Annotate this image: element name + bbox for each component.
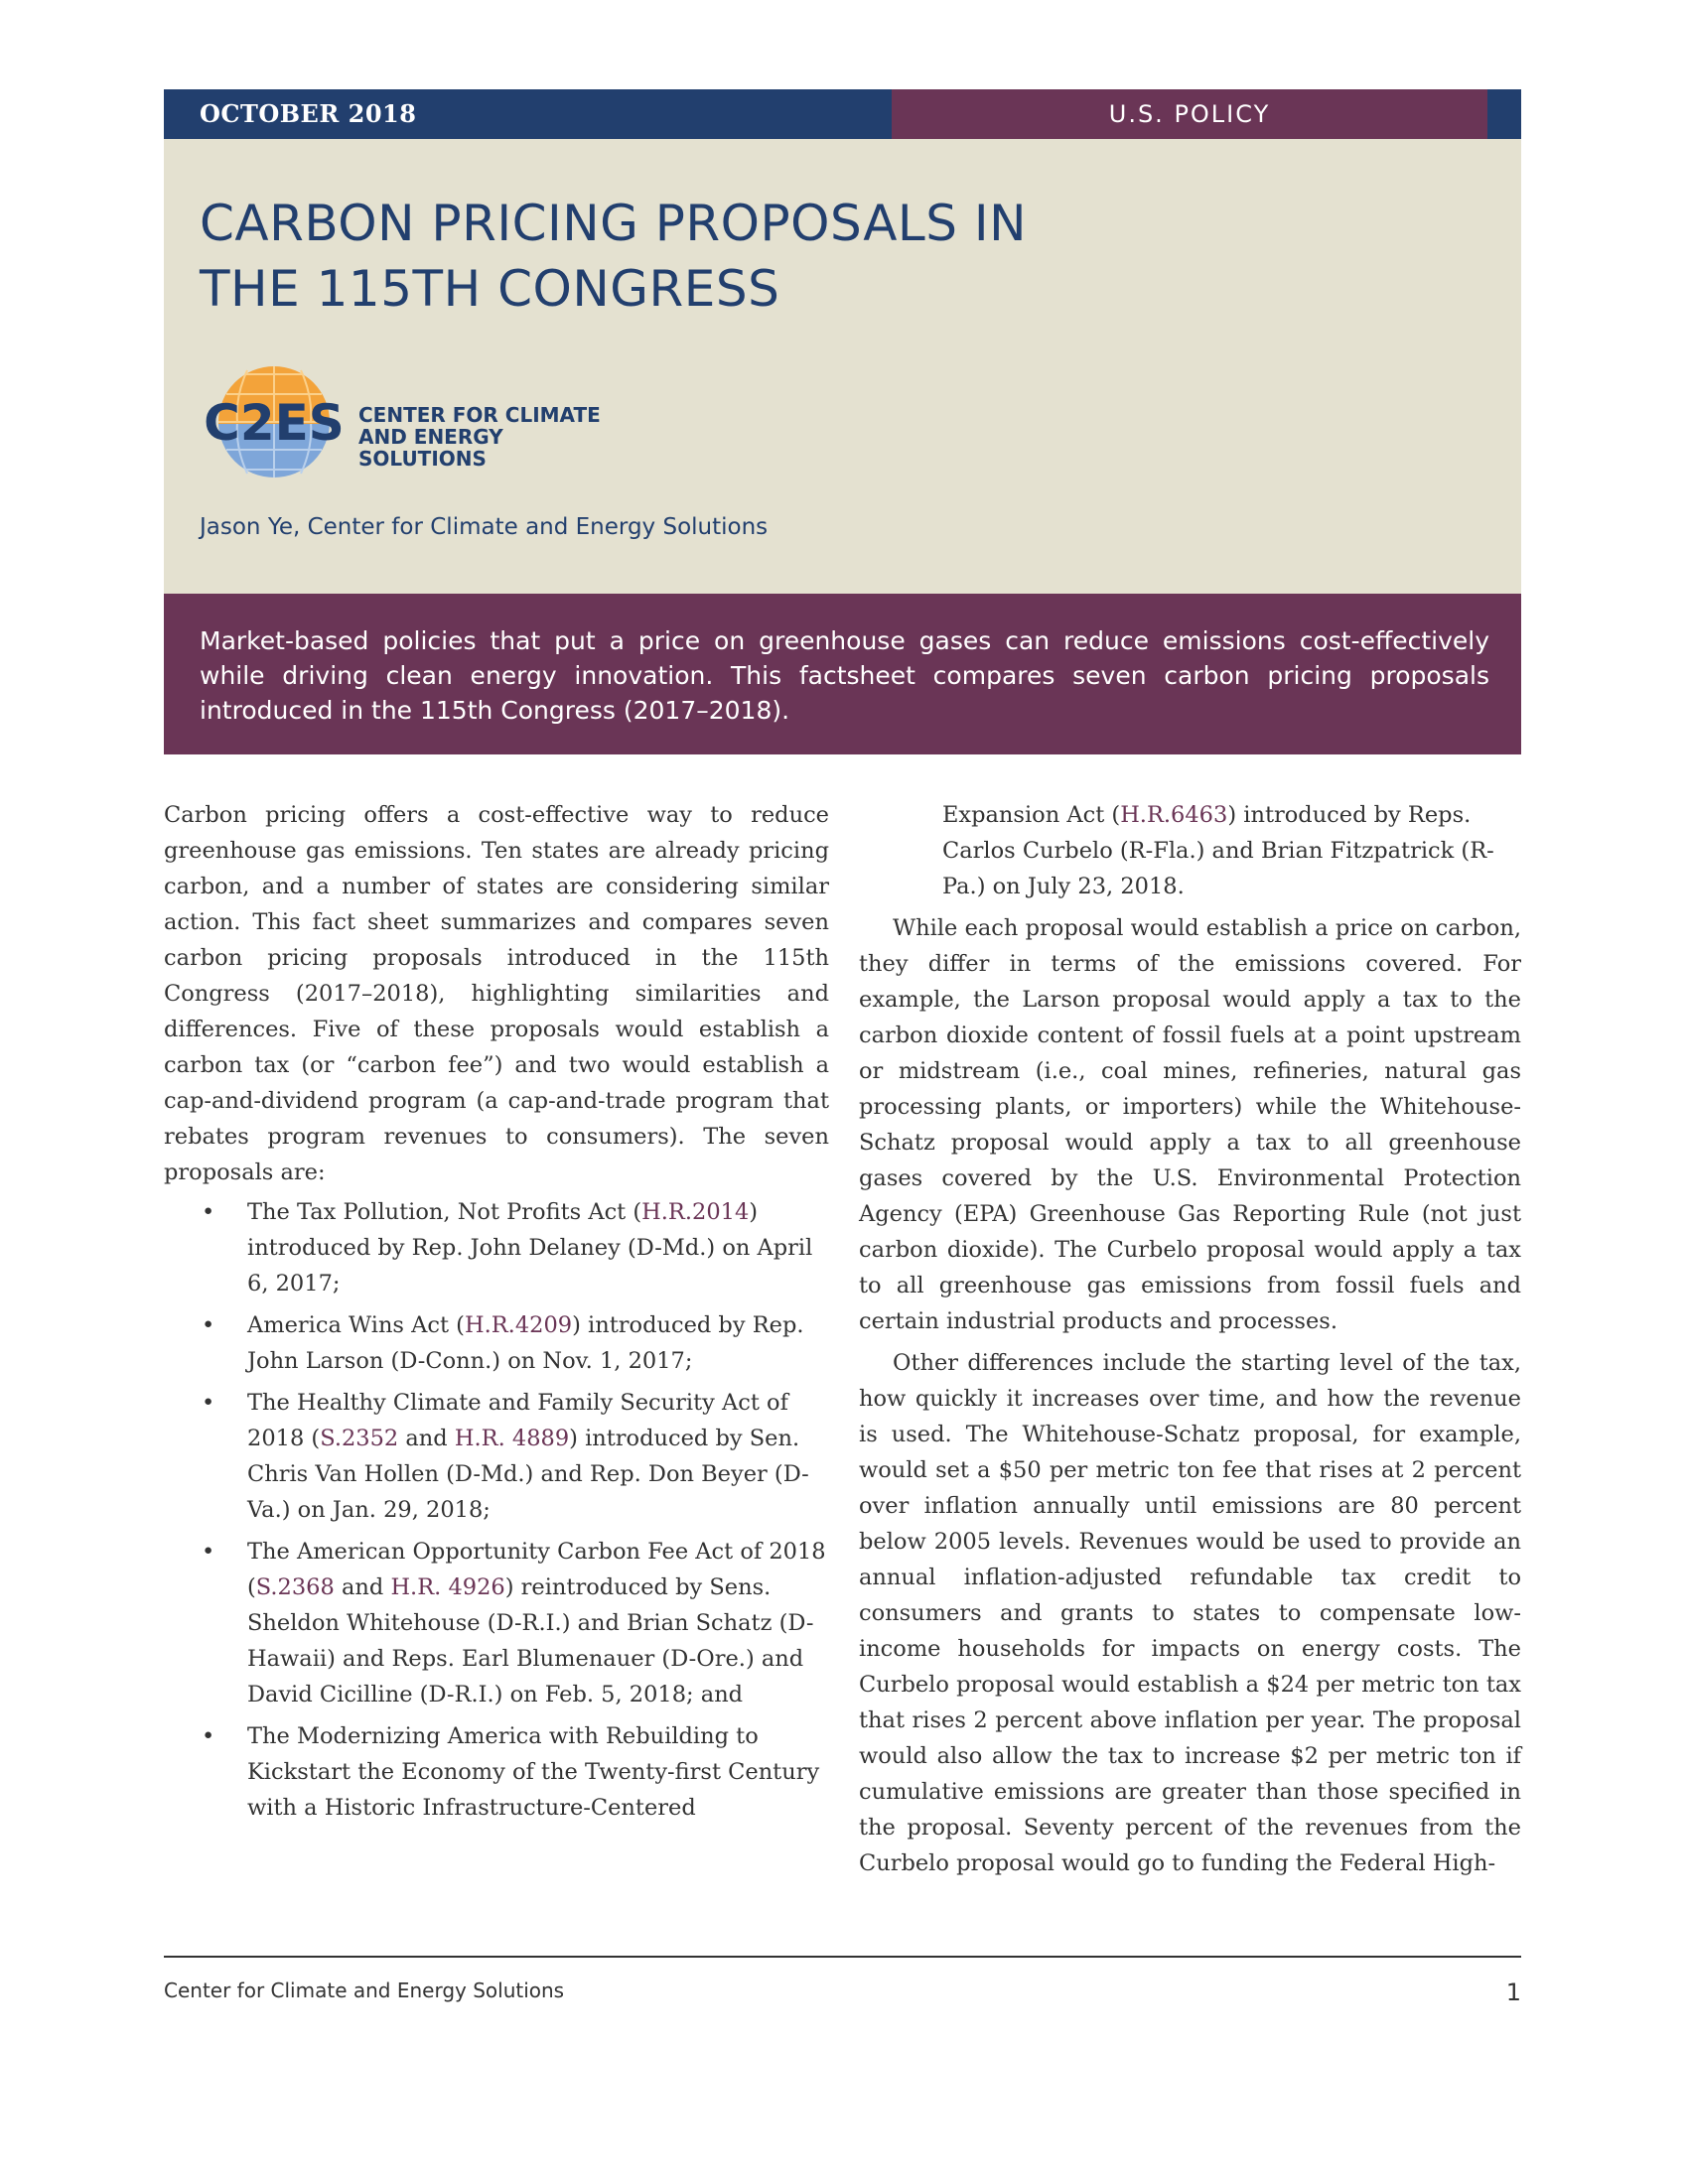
coverage-paragraph: While each proposal would establish a price on carbon, they differ in terms of the emissions covered. For example, the Larson proposal would apply a tax to the carbon dioxide content of fossil fuels at a point upstream or midstream (i.e., coal mines, refineries, natural gas processing plants, or importers) while the Whitehouse-Schatz proposal would apply a tax to all greenhouse gases covered by the U.S. Environmental Protection Agency (EPA) Greenhouse Gas Reporting Rule (not just carbon dioxide). The Curbelo proposal would apply a tax to all greenhouse gas emissions from fossil fuels and certain industrial products and processes. [859,915,1521,1334]
list-item-continued: Expansion Act (H.R.6463) introduced by Reps. Carlos Curbelo (R-Fla.) and Brian Fitzpatrick (R-Pa.) on July 23, 2018. [942,802,1494,899]
bullet-marker: • [202,1199,215,1225]
footer-divider [164,1956,1521,1958]
logo-organization-name [358,404,617,470]
page-title [200,191,1027,322]
list-item: • The Modernizing America with Rebuilding to Kickstart the Economy of the Twenty-first Century with a Historic Infrastructure-Centered [164,1718,829,1826]
globe-logo-icon [200,362,349,481]
bill-link-hr4889[interactable]: H.R. 4889 [454,1426,570,1451]
title-panel [164,139,1521,594]
logo-name-line-2: AND ENERGY SOLUTIONS [358,425,503,471]
left-column [164,797,829,1832]
proposal-list [164,1194,829,1826]
bill-link-hr4209[interactable]: H.R.4209 [464,1312,573,1338]
title-line-2: THE 115TH CONGRESS [200,260,780,318]
footer-organization: Center for Climate and Energy Solutions [164,1979,565,2002]
right-column [859,797,1521,1881]
differences-paragraph: Other differences include the starting level of the tax, how quickly it increases over time, and how the revenue is used. The Whitehouse-Schatz proposal, for example, would set a $50 per metric ton fee that rises at 2 percent over inflation annually until emissions are 80 percent below 2005 levels. Revenues would be used to provide an annual inflation-adjusted refundable tax credit to consumers and grants to states to compensate low-income households for impacts on energy costs. The Curbelo proposal would establish a $24 per metric ton tax that rises 2 percent above inflation per year. The proposal would also allow the tax to increase $2 per metric ton if cumulative emissions are greater than those specified in the proposal. Seventy percent of the revenues from the Curbelo proposal would go to funding the Federal High- [859,1350,1521,1876]
bullet-marker: • [202,1390,215,1416]
publication-date: OCTOBER 2018 [164,89,892,139]
policy-category: U.S. POLICY [892,89,1487,139]
bullet-marker: • [202,1539,215,1565]
header-bar-end [1487,89,1521,139]
page-number: 1 [1505,1979,1521,2006]
bill-link-hr4926[interactable]: H.R. 4926 [390,1574,505,1600]
list-item: • The Tax Pollution, Not Profits Act (H.R.2014) introduced by Rep. John Delaney (D-Md.) on April 6, 2017; [164,1194,829,1301]
author-byline: Jason Ye, Center for Climate and Energy Solutions [200,514,769,540]
bill-link-hr2014[interactable]: H.R.2014 [641,1199,750,1225]
bullet-marker: • [202,1312,215,1338]
c2es-logo [200,362,617,481]
header-bar [164,89,1521,139]
title-line-1: CARBON PRICING PROPOSALS IN [200,195,1028,252]
bill-link-s2352[interactable]: S.2352 [320,1426,399,1451]
list-item: • The American Opportunity Carbon Fee Act of 2018 (S.2368 and H.R. 4926) reintroduced by Sens. Sheldon Whitehouse (D-R.I.) and Brian Schatz (D-Hawaii) and Reps. Earl Blumenauer (D-Ore.) and David Cicilline (D-R.I.) on Feb. 5, 2018; and [164,1534,829,1712]
summary-box: Market-based policies that put a price on greenhouse gases can reduce emissions cost-effectively while driving clean energy innovation. This factsheet compares seven carbon pricing proposals introduced in the 115th Congress (2017–2018). [164,594,1521,754]
list-item: • America Wins Act (H.R.4209) introduced by Rep. John Larson (D-Conn.) on Nov. 1, 2017; [164,1307,829,1379]
list-item: • The Healthy Climate and Family Security Act of 2018 (S.2352 and H.R. 4889) introduced by Sen. Chris Van Hollen (D-Md.) and Rep. Don Beyer (D-Va.) on Jan. 29, 2018; [164,1385,829,1528]
bill-link-s2368[interactable]: S.2368 [255,1574,335,1600]
intro-paragraph: Carbon pricing offers a cost-effective way to reduce greenhouse gas emissions. Ten states are already pricing carbon, and a number of states are considering similar action. This fact sheet summarizes and compares seven carbon pricing proposals introduced in the 115th Congress (2017–2018), highlighting similarities and differences. Five of these proposals would establish a carbon tax (or “carbon fee”) and two would establish a cap-and-dividend program (a cap-and-trade program that rebates program revenues to consumers). The seven proposals are: [164,802,829,1185]
logo-mark: C2ES [204,394,345,452]
bullet-marker: • [202,1723,215,1749]
bill-link-hr6463[interactable]: H.R.6463 [1120,802,1228,828]
logo-name-line-1: CENTER FOR CLIMATE [358,403,601,427]
